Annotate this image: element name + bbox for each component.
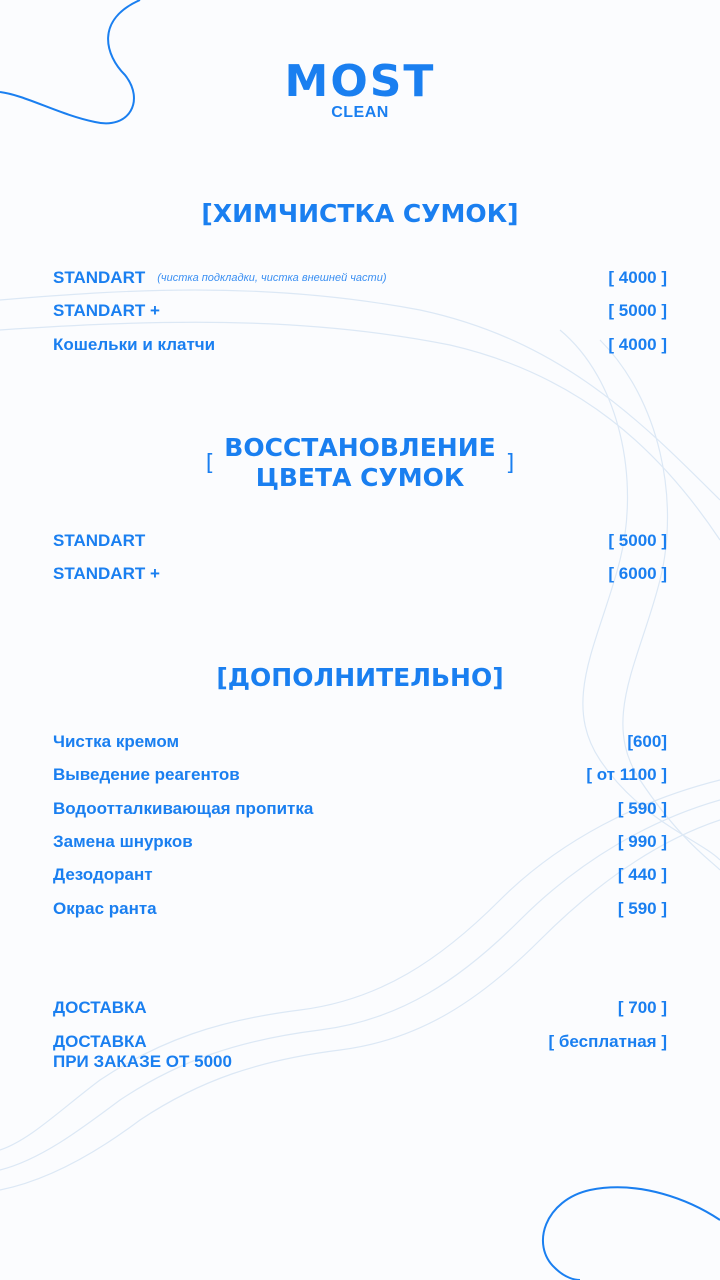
price-row [53, 332, 667, 358]
service-name: Дезодорант [53, 865, 153, 884]
service-price: [ 4000 ] [608, 335, 667, 354]
service-price: [ 440 ] [617, 865, 667, 884]
price-row [53, 896, 667, 922]
section-title-additional: [ДОПОЛНИТЕЛЬНО] [216, 663, 504, 692]
title-line: ВОССТАНОВЛЕНИЕ [224, 433, 496, 462]
logo-wordmark: MOST [284, 56, 436, 107]
delivery-name: ДОСТАВКА [53, 1032, 147, 1051]
service-name: Водоотталкивающая пропитка [53, 799, 314, 818]
price-row [53, 796, 667, 822]
service-price: [600] [627, 732, 667, 751]
service-price: [ от 1100 ] [586, 765, 667, 784]
service-name: Окрас ранта [53, 899, 157, 918]
service-name: Выведение реагентов [53, 765, 240, 784]
delivery-row-free [53, 1032, 667, 1072]
service-price: [ 590 ] [617, 899, 667, 918]
delivery-name: ДОСТАВКА [53, 998, 147, 1017]
service-price: [ 990 ] [617, 832, 667, 851]
delivery-condition: ПРИ ЗАКАЗЕ ОТ 5000 [53, 1052, 232, 1071]
service-name: Чистка кремом [53, 732, 180, 751]
price-row [53, 561, 667, 587]
delivery-row [53, 995, 667, 1021]
section-title-color-restoration [0, 433, 720, 493]
bracket-close: ] [505, 450, 515, 476]
price-row [53, 729, 667, 755]
logo-subtitle: CLEAN [331, 104, 389, 121]
section-title-bag-cleaning: [ХИМЧИСТКА СУМОК] [201, 199, 519, 228]
service-price: [ 5000 ] [608, 301, 667, 320]
price-row [53, 298, 667, 324]
price-row [53, 829, 667, 855]
service-note: (чистка подкладки, чистка внешней части) [157, 272, 387, 284]
bracket-open: [ [205, 450, 215, 476]
price-row [53, 265, 667, 291]
service-name: Кошельки и клатчи [53, 335, 216, 354]
service-price: [ 4000 ] [608, 268, 667, 287]
price-row [53, 762, 667, 788]
service-price: [ 590 ] [617, 799, 667, 818]
service-name: STANDART [53, 531, 146, 550]
title-line: ЦВЕТА СУМОК [255, 463, 465, 492]
delivery-price: [ бесплатная ] [548, 1032, 667, 1051]
service-name: Замена шнурков [53, 832, 193, 851]
service-name: STANDART [53, 268, 146, 287]
service-price: [ 5000 ] [608, 531, 667, 550]
brand-logo [0, 58, 720, 122]
service-price: [ 6000 ] [608, 564, 667, 583]
price-row [53, 528, 667, 554]
delivery-price: [ 700 ] [617, 998, 667, 1017]
price-row [53, 862, 667, 888]
service-name: STANDART + [53, 564, 160, 583]
service-name: STANDART + [53, 301, 160, 320]
